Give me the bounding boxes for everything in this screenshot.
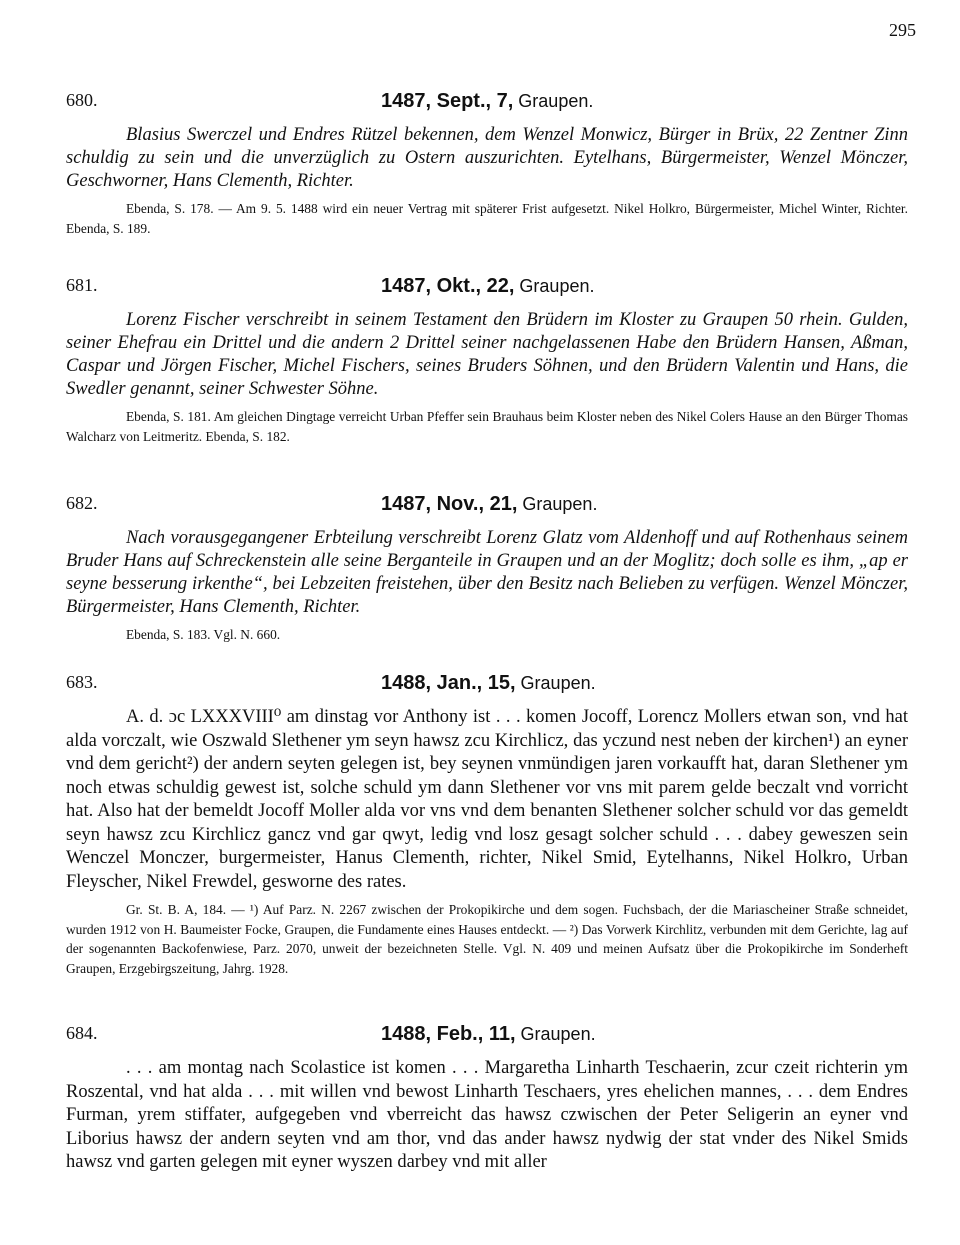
entry-681	[66, 275, 908, 446]
entry-683	[66, 672, 908, 978]
entry-source-note: Ebenda, S. 178. — Am 9. 5. 1488 wird ein neuer Vertrag mit späterer Frist aufgesetzt. Nikel Holkro, Bürgermeister, Michel Winter, Richter. Ebenda, S. 189.	[66, 201, 908, 236]
entry-date-line	[381, 90, 593, 113]
entry-682	[66, 493, 908, 645]
entry-number: 680.	[66, 90, 98, 110]
entry-place: Graupen.	[518, 91, 594, 111]
entry-place: Graupen.	[522, 494, 598, 514]
entry-684	[66, 1023, 908, 1175]
entry-source-note: Ebenda, S. 181. Am gleichen Dingtage verreicht Urban Pfeffer sein Brauhaus beim Kloster neben des Nikel Colers Hause an den Bürger Thomas Walcharz von Leitmeritz. Ebenda, S. 182.	[66, 409, 908, 444]
entry-date: 1487, Nov., 21,	[381, 493, 518, 515]
entry-heading	[66, 672, 908, 700]
page-number: 295	[889, 20, 916, 40]
entry-date-line	[381, 275, 594, 298]
entry-date-line	[381, 493, 597, 516]
entry-number: 682.	[66, 493, 98, 513]
entry-date: 1488, Jan., 15,	[381, 672, 516, 694]
entry-source-note: Gr. St. B. A, 184. — ¹) Auf Parz. N. 2267 zwischen der Prokopikirche und dem sogen. Fuchsbach, der die Mariascheiner Straße schneidet, wurden 1912 von H. Baumeister Focke, Graupen, die Fundamente eines Hauses entdeckt. — ²) Das Vorwerk Kirchlitz, verbunden mit dem Gerichte, lag auf der sogenannten Backofenwiese, Parz. 2070, unweit der bezeichneten Stelle. Vgl. N. 409 und meinen Aufsatz über die Prokopikirche im Sonderheft Graupen, Erzgebirgszeitung, Jahrg. 1928.	[66, 902, 908, 976]
entry-date: 1487, Sept., 7,	[381, 90, 514, 112]
entry-place: Graupen.	[519, 276, 595, 296]
entry-heading	[66, 90, 908, 118]
entry-place: Graupen.	[520, 1024, 596, 1044]
entry-heading	[66, 1023, 908, 1051]
entry-date-line	[381, 1023, 596, 1046]
entry-text: . . . am montag nach Scolastice ist komen . . . Margaretha Linharth Teschaerin, zcur czeit richterin ym Roszental, vnd hat alda . . . mit willen vnd bewost Linharth Teschaers, yres ehelichen mannes, . . . dem Endres Furman, yrem stiffater, aufgegeben vnd vberreicht das hawsz czwischen der Peter Seligerin an eyner vnd Liborius hawsz der andern seyten vnd am thor, vnd das ander hawsz nydwig der stat vnder des Nikel Smids hawsz vnd garten gelegen mit eyner wyszen darbey vnd mit aller	[66, 1058, 908, 1172]
entry-date: 1487, Okt., 22,	[381, 275, 515, 297]
entry-number: 683.	[66, 672, 98, 692]
entry-680	[66, 90, 908, 238]
entry-heading	[66, 493, 908, 521]
entry-date-line	[381, 672, 596, 695]
entry-date: 1488, Feb., 11,	[381, 1023, 516, 1045]
entry-regest: Lorenz Fischer verschreibt in seinem Testament den Brüdern im Kloster zu Graupen 50 rhein. Gulden, seiner Ehefrau ein Drittel und die andern 2 Drittel seiner nachgelassenen Habe den Brüdern Hansen, Aßman, Caspar und Jörgen Fischer, Michel Fischers, seines Bruders Söhnen, und den Brüdern Valentin und Hans, die Swedler genannt, seiner Schwester Söhne.	[66, 310, 908, 399]
entry-number: 684.	[66, 1023, 98, 1043]
entry-heading	[66, 275, 908, 303]
entry-place: Graupen.	[520, 673, 596, 693]
entry-regest: Nach vorausgegangener Erbteilung verschreibt Lorenz Glatz vom Aldenhoff und auf Rothenhaus seinem Bruder Hans auf Schreckenstein alle seine Berganteile in Graupen und an der Moglitz; doch solle es ihm, „ap er seyne besserung irkenthe“, bei Lebzeiten freistehen, über den Besitz nach Belieben zu verfügen. Wenzel Mönczer, Bürgermeister, Hans Clementh, Richter.	[66, 528, 908, 617]
entry-number: 681.	[66, 275, 98, 295]
entry-regest: Blasius Swerczel und Endres Rützel bekennen, dem Wenzel Monwicz, Bürger in Brüx, 22 Zentner Zinn schuldig zu sein und die unverzüglich zu Ostern auszurichten. Eytelhans, Bürgermeister, Wenzel Mönczer, Geschworner, Hans Clementh, Richter.	[66, 125, 908, 191]
entry-source-note: Ebenda, S. 183. Vgl. N. 660.	[126, 627, 281, 642]
entry-text: A. d. ɔc LXXXVIII⁰ am dinstag vor Anthony ist . . . komen Jocoff, Lorencz Mollers etwan son, vnd hat alda vorczalt, wie Oszwald Slethener ym seyn hawsz zcu Kirchlicz, das yczund nest neben der kirchen¹) an eyner vnd dem gericht²) der andern seyten gelegen ist, bey seynen vnmündigen jaren vorkaufft hat, daran Slethener ym noch etwas schuldig gewest ist, solche schuld ym dann Slethener vor vns mit parem gelde beczalt vnd vorricht hat. Also hat der bemeldt Jocoff Moller alda vor vns vnd dem benanten Slethener solcher schuld vor das gemeldt seyn hawsz zcu Kirchlicz gancz vnd gar qwyt, ledig vnd losz gesagt solcher schuld . . . dabey geweszen sein Wenczel Monczer, burgermeister, Hanus Clementh, richter, Nikel Smid, Eytelhanns, Nikel Holkro, Urban Fleyscher, Nikel Frewdel, gesworne des rates.	[66, 707, 908, 892]
